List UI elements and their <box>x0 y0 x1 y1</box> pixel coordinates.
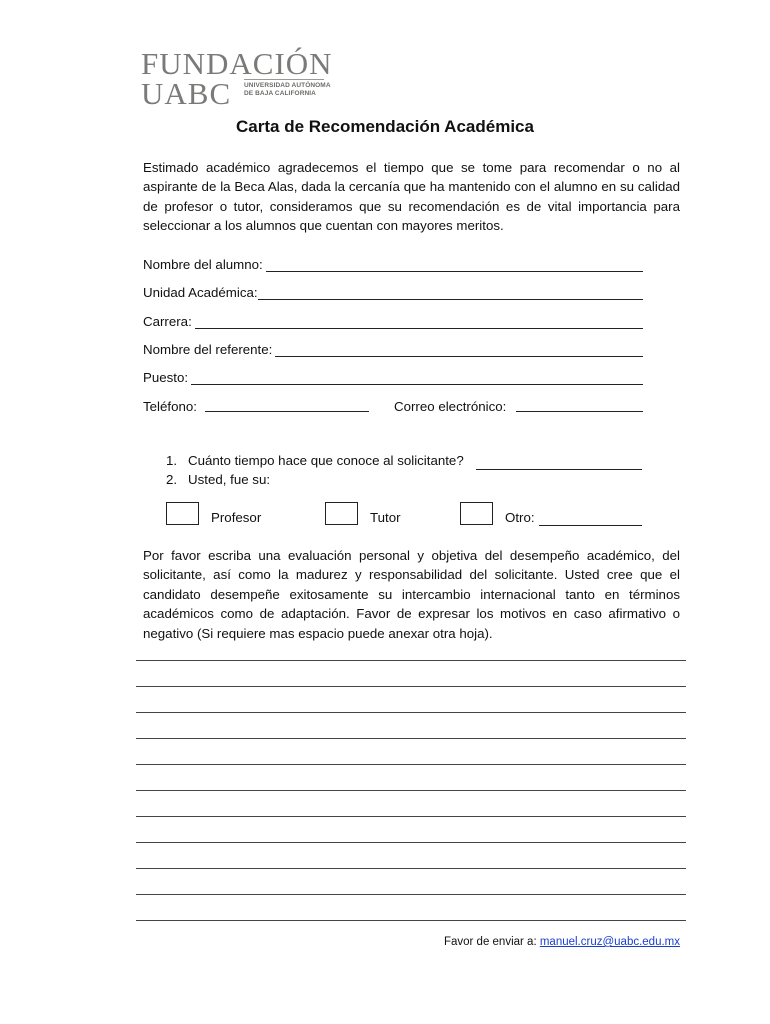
writing-line[interactable] <box>136 790 686 791</box>
field-telefono-correo <box>143 396 643 414</box>
option-label-otro: Otro: <box>505 510 535 525</box>
input-line-puesto[interactable] <box>191 370 643 385</box>
field-label-telefono: Teléfono: <box>143 399 197 414</box>
intro-paragraph: Estimado académico agradecemos el tiempo que se tome para recomendar o no al aspirante de la Beca Alas, dada la cercanía que ha mantenido con el alumno en su calidad de profesor o tutor, consideramos que su recomendación es de vital importancia para seleccionar a los alumnos que cuentan con mayores meritos. <box>143 160 680 234</box>
writing-line[interactable] <box>136 868 686 869</box>
document-title: Carta de Recomendación Académica <box>236 117 534 136</box>
question-1 <box>166 453 643 471</box>
fundacion-uabc-logo <box>141 48 341 110</box>
writing-line[interactable] <box>136 816 686 817</box>
field-label-puesto: Puesto: <box>143 370 189 385</box>
question-1-number: 1. <box>166 453 178 468</box>
input-line-tiempo[interactable] <box>476 455 642 470</box>
writing-line[interactable] <box>136 920 686 921</box>
writing-line[interactable] <box>136 712 686 713</box>
logo-subtitle-line1: UNIVERSIDAD AUTÓNOMA <box>244 82 331 89</box>
question-1-text: Cuánto tiempo hace que conoce al solicitante? <box>188 453 464 468</box>
checkbox-otro[interactable] <box>460 502 493 525</box>
field-label-unidad: Unidad Académica: <box>143 285 258 300</box>
logo-uabc-text: UABC <box>141 76 232 111</box>
input-line-correo[interactable] <box>516 397 643 412</box>
checkbox-profesor[interactable] <box>166 502 199 525</box>
option-label-profesor: Profesor <box>211 510 262 525</box>
input-line-carrera[interactable] <box>195 314 643 329</box>
writing-line[interactable] <box>136 842 686 843</box>
option-label-tutor: Tutor <box>370 510 401 525</box>
footer-send-to <box>444 936 680 948</box>
field-unidad-academica <box>143 282 643 300</box>
input-line-telefono[interactable] <box>205 397 369 412</box>
input-line-unidad[interactable] <box>258 285 643 300</box>
writing-line[interactable] <box>136 738 686 739</box>
input-line-otro[interactable] <box>539 511 642 526</box>
question-2-text: Usted, fue su: <box>188 472 271 487</box>
evaluation-instructions: Por favor escriba una evaluación personal y objetiva del desempeño académico, del solicitante, así como la madurez y responsabilidad del solicitante. Usted cree que el candidato desempeñe exitosamente su intercambio internacional tanto en términos académicos como de adaptación. Favor de expresar los motivos en caso afirmativo o negativo (Si requiere mas espacio puede anexar otra hoja). <box>143 548 680 641</box>
logo-fundacion-text: FUNDACIÓN <box>141 46 333 81</box>
logo-subtitle-line2: DE BAJA CALIFORNIA <box>244 90 316 97</box>
field-nombre-referente <box>143 339 643 357</box>
writing-line[interactable] <box>136 686 686 687</box>
logo-subtitle <box>244 82 331 98</box>
question-2 <box>166 472 466 490</box>
field-nombre-alumno <box>143 254 643 272</box>
footer-prefix: Favor de enviar a: <box>443 936 540 948</box>
checkbox-tutor[interactable] <box>325 502 358 525</box>
field-label-correo: Correo electrónico: <box>394 399 507 414</box>
input-line-alumno[interactable] <box>266 257 643 272</box>
writing-line[interactable] <box>136 764 686 765</box>
logo-rule <box>244 79 324 80</box>
field-label-carrera: Carrera: <box>143 314 192 329</box>
email-link[interactable]: manuel.cruz@uabc.edu.mx <box>539 936 680 948</box>
writing-line[interactable] <box>136 660 686 661</box>
field-label-alumno: Nombre del alumno: <box>143 257 263 272</box>
question-2-number: 2. <box>166 472 178 487</box>
writing-line[interactable] <box>136 894 686 895</box>
field-puesto <box>143 367 643 385</box>
field-label-referente: Nombre del referente: <box>143 342 273 357</box>
input-line-referente[interactable] <box>275 342 643 357</box>
field-carrera <box>143 311 643 329</box>
